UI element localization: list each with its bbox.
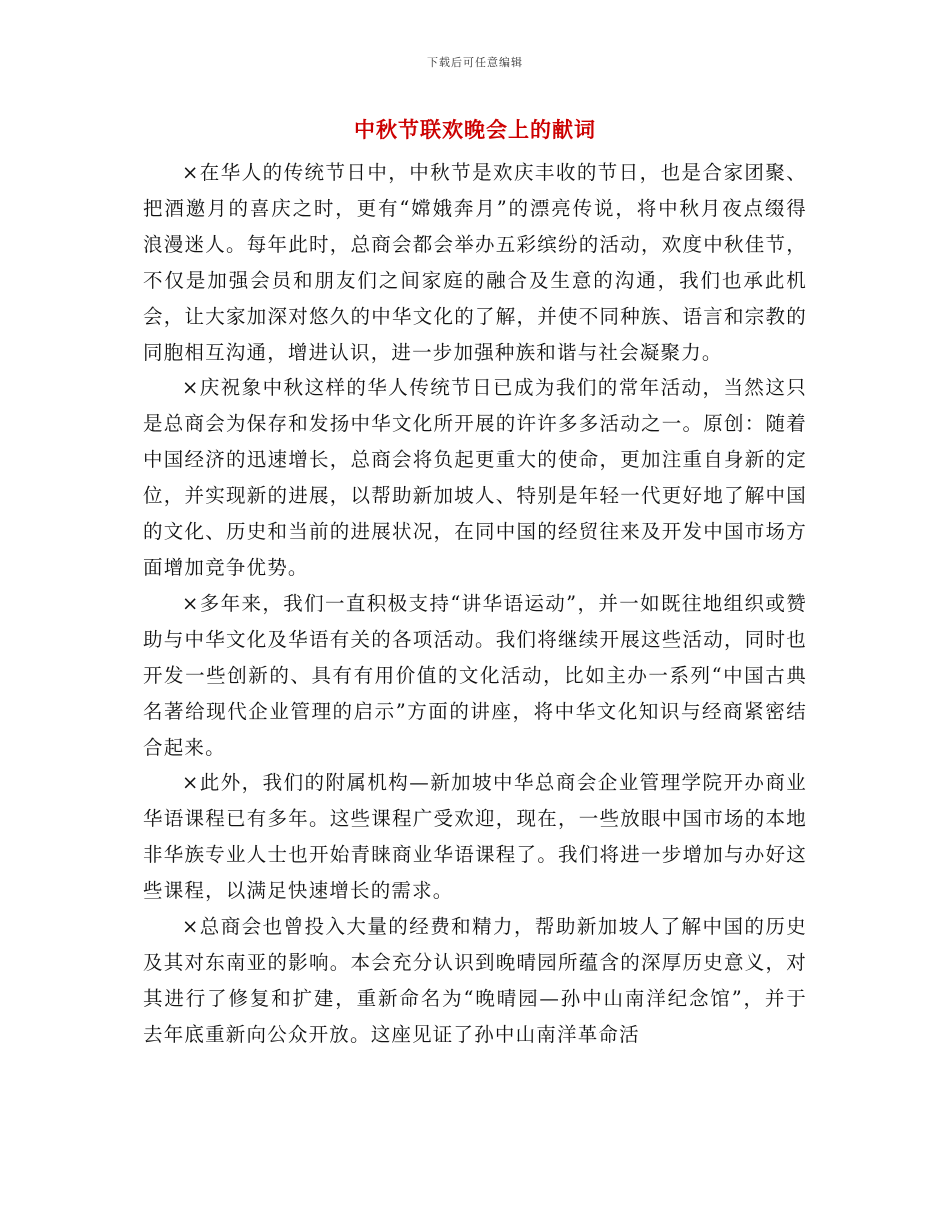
paragraph: ×此外，我们的附属机构—新加坡中华总商会企业管理学院开办商业华语课程已有多年。这些课程广受欢迎，现在，一些放眼中国市场的本地非华族专业人士也开始青睐商业华语课程了。我们将进一步增加与办好这些课程，以满足快速增长的需求。	[143, 771, 807, 903]
paragraph: ×庆祝象中秋这样的华人传统节日已成为我们的常年活动，当然这只是总商会为保存和发扬中华文化所开展的许许多多活动之一。原创：随着中国经济的迅速增长，总商会将负起更重大的使命，更加注重自身新的定位，并实现新的进展，以帮助新加坡人、特别是年轻一代更好地了解中国的文化、历史和当前的进展状况，在同中国的经贸往来及开发中国市场方面增加竞争优势。	[143, 376, 807, 579]
paragraph: ×总商会也曾投入大量的经费和精力，帮助新加坡人了解中国的历史及其对东南亚的影响。本会充分认识到晚晴园所蕴含的深厚历史意义，对其进行了修复和扩建，重新命名为“晚晴园—孙中山南洋纪念馆”，并于去年底重新向公众开放。这座见证了孙中山南洋革命活	[143, 915, 807, 1046]
document-title: 中秋节联欢晚会上的献词	[354, 117, 596, 142]
document-body	[143, 155, 807, 1053]
paragraph: ×多年来，我们一直积极支持“讲华语运动”，并一如既往地组织或赞助与中华文化及华语有关的各项活动。我们将继续开展这些活动，同时也开发一些创新的、具有有用价值的文化活动，比如主办一系列“中国古典名著给现代企业管理的启示”方面的讲座，将中华文化知识与经商紧密结合起来。	[143, 591, 807, 759]
paragraph: ×在华人的传统节日中，中秋节是欢庆丰收的节日，也是合家团聚、把酒邀月的喜庆之时，更有“嫦娥奔月”的漂亮传说，将中秋月夜点缀得浪漫迷人。每年此时，总商会都会举办五彩缤纷的活动，欢度中秋佳节，不仅是加强会员和朋友们之间家庭的融合及生意的沟通，我们也承此机会，让大家加深对悠久的中华文化的了解，并使不同种族、语言和宗教的同胞相互沟通，增进认识，进一步加强种族和谐与社会凝聚力。	[143, 161, 807, 364]
header-note: 下载后可任意编辑	[427, 56, 523, 69]
